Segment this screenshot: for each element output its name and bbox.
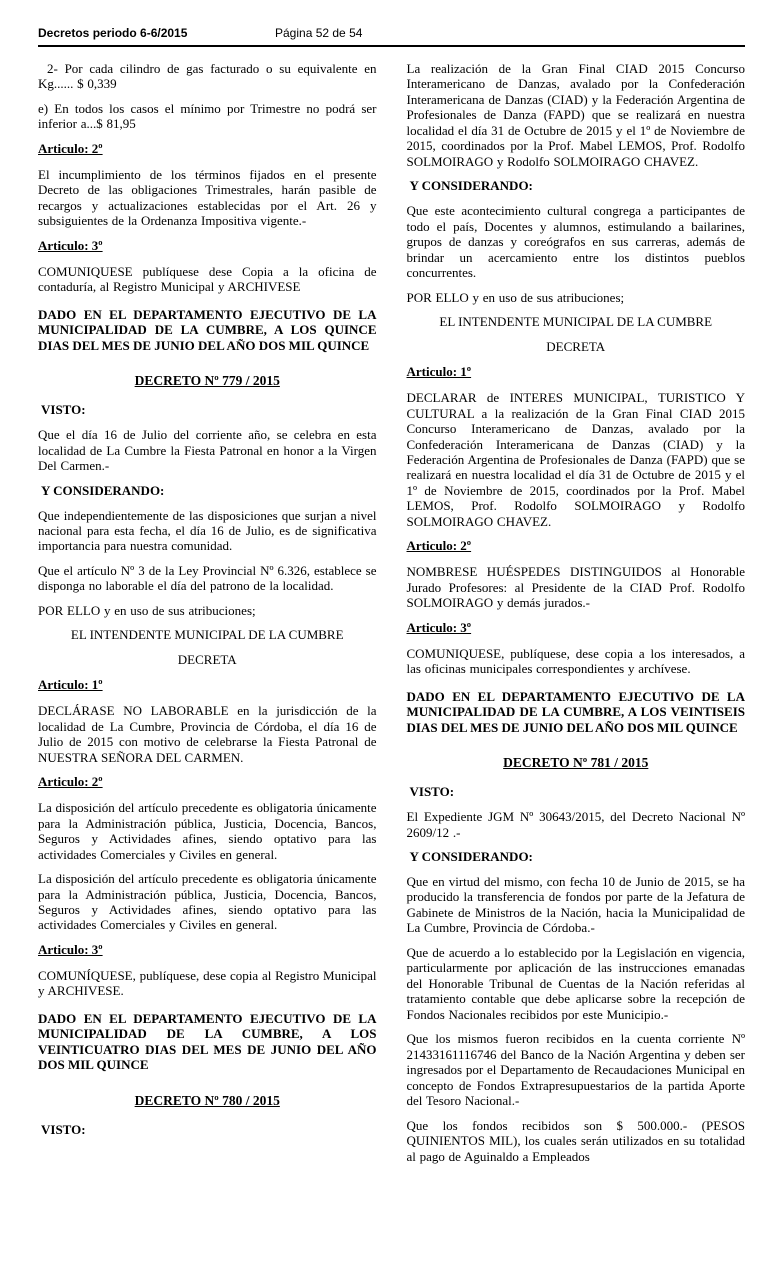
header-rule bbox=[38, 45, 745, 47]
decree-footer: DADO EN EL DEPARTAMENTO EJECUTIVO DE LA MUNICIPALIDAD DE LA CUMBRE, A LOS VEINTICUATRO DIAS DEL MES DE JUNIO DEL AÑO DOS MIL QUINCE bbox=[38, 1010, 377, 1073]
paragraph: COMUNÍQUESE, publíquese, dese copia al Registro Municipal y ARCHIVESE. bbox=[38, 967, 377, 999]
article-heading: Articulo: 2º bbox=[38, 140, 103, 156]
centered-line: EL INTENDENTE MUNICIPAL DE LA CUMBRE bbox=[439, 314, 713, 330]
section-label: VISTO: bbox=[41, 1121, 86, 1137]
section-label: Y CONSIDERANDO: bbox=[409, 849, 533, 864]
article-heading: Articulo: 1º bbox=[406, 364, 472, 380]
paragraph: Que los mismos fueron recibidos en la cuenta corriente Nº 21433161116746 del Banco de la Nación Argentina y deben ser ingresados por el Departamento de Recaudaciones Municipal en concepto de Fondos Extrapresupuestarios de la partida Aporte del Tesoro Nacional.- bbox=[406, 1031, 745, 1109]
paragraph: Que el día 16 de Julio del corriente año, se celebra en esta localidad de La Cumbre la Fiesta Patronal en honor a la Virgen Del Carmen.- bbox=[38, 427, 377, 474]
article-heading: Articulo: 2º bbox=[38, 774, 103, 790]
section-label: Y CONSIDERANDO: bbox=[409, 178, 533, 194]
paragraph: El incumplimiento de los términos fijados en el presente Decreto de las obligaciones Trimestrales, harán pasible de recargos y actualizaciones establecidas por el Art. 26 y subsiguientes de la Ordenanza Impositiva vigente.- bbox=[38, 166, 377, 229]
paragraph: Que los fondos recibidos son $ 500.000.- (PESOS QUINIENTOS MIL), los cuales serán utilizados en su totalidad al pago de Aguinaldo a Empleados bbox=[406, 1117, 745, 1164]
centered-line: DECRETA bbox=[546, 339, 606, 355]
paragraph: DECLARAR de INTERES MUNICIPAL, TURISTICO Y CULTURAL a la realización de la Gran Final CIAD 2015 Concurso Interamericano de Danzas, avalado por la Confederación Interamericana de Danzas (CIAD) y la Federación Argentina de Profesionales de Danza (FAPD) que se realizará en nuestra localidad el día 31 de Octubre de 2015 y el 1º de Noviembre de 2015, coordinados por la Prof. Mabel LEMOS, Prof. Rodolfo SOLMOIRAGO y Rodolfo SOLMOIRAGO CHAVEZ. bbox=[406, 390, 745, 529]
article-heading: Articulo: 3º bbox=[406, 619, 472, 635]
paragraph: DECLÁRASE NO LABORABLE en la jurisdicción de la localidad de La Cumbre, Provincia de Córdoba, el día 16 de Julio de 2015 con motivo de celebrarse la Fiesta Patronal de NUESTRA SEÑORA DEL CARMEN. bbox=[38, 703, 377, 765]
decree-title: DECRETO Nº 780 / 2015 bbox=[134, 1092, 280, 1108]
paragraph: La disposición del artículo precedente es obligatoria únicamente para la Administración pública, Justicia, Docencia, Bancos, Seguros y Actividades afines, siendo optativo para las actividades Comerciales y Civiles en general. bbox=[38, 800, 377, 862]
page-number: Página 52 de 54 bbox=[275, 26, 363, 40]
paragraph: Que independientemente de las disposiciones que surjan a nivel nacional para esta fecha, el día 16 de Julio, es de significativa importancia para nuestra comunidad. bbox=[38, 507, 377, 554]
article-heading: Articulo: 1º bbox=[38, 677, 103, 693]
left-column bbox=[38, 61, 377, 1173]
section-label: VISTO: bbox=[409, 784, 455, 800]
section-label: Y CONSIDERANDO: bbox=[41, 482, 165, 498]
header-title: Decretos periodo 6-6/2015 bbox=[38, 26, 188, 40]
decree-footer: DADO EN EL DEPARTAMENTO EJECUTIVO DE LA MUNICIPALIDAD DE LA CUMBRE, A LOS VEINTISEIS DIAS DEL MES DE JUNIO DEL AÑO DOS MIL QUINCE bbox=[406, 688, 745, 735]
paragraph: Que este acontecimiento cultural congrega a participantes de todo el país, Docentes y alumnos, estimulando a bailarines, grupos de danzas y coreógrafos en sus carreras, además de brindar un acercamiento entre los distintos pueblos concurrentes. bbox=[406, 203, 745, 281]
decree-title: DECRETO Nº 779 / 2015 bbox=[134, 373, 280, 389]
article-heading: Articulo: 3º bbox=[38, 237, 103, 253]
paragraph: Que en virtud del mismo, con fecha 10 de Junio de 2015, se ha producido la transferencia de fondos por parte de la Jefatura de Gabinete de Ministros de la Nación, hacia la Municipalidad de La Cumbre, Provincia de Córdoba.- bbox=[406, 874, 745, 936]
paragraph: Que el artículo Nº 3 de la Ley Provincial Nº 6.326, establece se disponga no laborable el día del patrono de la localidad. bbox=[38, 562, 377, 594]
decree-title: DECRETO Nº 781 / 2015 bbox=[503, 755, 649, 771]
paragraph: COMUNIQUESE, publíquese, dese copia a los interesados, a las oficinas municipales correspondientes y archívese. bbox=[406, 645, 745, 677]
paragraph: La realización de la Gran Final CIAD 2015 Concurso Interamericano de Danzas, avalado por la Confederación Interamericana de Danzas (CIAD) y la Federación Argentina de Profesionales de Danza (FAPD) que se realizará en nuestra localidad el día 31 de Octubre de 2015 y el 1º de Noviembre de 2015, coordinados por la Prof. Mabel LEMOS, Prof. Rodolfo SOLMOIRAGO y Rodolfo SOLMOIRAGO CHAVEZ. bbox=[406, 61, 745, 169]
section-label: VISTO: bbox=[41, 402, 86, 418]
article-heading: Articulo: 3º bbox=[38, 941, 103, 957]
paragraph: La disposición del artículo precedente es obligatoria únicamente para la Administración pública, Justicia, Docencia, Bancos, Seguros y Actividades afines, siendo optativo para las actividades Comerciales y Civiles en general. bbox=[38, 871, 377, 933]
decree-footer: DADO EN EL DEPARTAMENTO EJECUTIVO DE LA MUNICIPALIDAD DE LA CUMBRE, A LOS QUINCE DIAS DEL MES DE JUNIO DEL AÑO DOS MIL QUINCE bbox=[38, 306, 377, 353]
right-column bbox=[407, 61, 746, 1173]
paragraph: Que de acuerdo a lo establecido por la Legislación en vigencia, particularmente por aplicación de las instrucciones emanadas del Honorable Tribunal de Cuentas de la Nación referidas al tratamiento contable que debe aplicarse sobre la recepción de Fondos Nacionales recibidos por este Municipio.- bbox=[406, 944, 745, 1022]
two-column-layout bbox=[38, 61, 745, 1173]
centered-line: EL INTENDENTE MUNICIPAL DE LA CUMBRE bbox=[70, 627, 344, 643]
paragraph: NOMBRESE HUÉSPEDES DISTINGUIDOS al Honorable Jurado Profesores: al Presidente de la CIAD Prof. Rodolfo SOLMOIRAGO y demás jurados.- bbox=[406, 564, 745, 611]
paragraph: POR ELLO y en uso de sus atribuciones; bbox=[38, 602, 256, 618]
paragraph: e) En todos los casos el mínimo por Trimestre no podrá ser inferior a...$ 81,95 bbox=[38, 100, 377, 132]
article-heading: Articulo: 2º bbox=[406, 538, 472, 554]
page-header bbox=[38, 26, 745, 40]
paragraph: 2- Por cada cilindro de gas facturado o su equivalente en Kg...... $ 0,339 bbox=[38, 61, 377, 92]
paragraph: COMUNIQUESE publíquese dese Copia a la oficina de contaduría, al Registro Municipal y ARCHIVESE bbox=[38, 263, 377, 295]
centered-line: DECRETA bbox=[177, 652, 237, 668]
paragraph: POR ELLO y en uso de sus atribuciones; bbox=[406, 289, 625, 305]
paragraph: El Expediente JGM Nº 30643/2015, del Decreto Nacional Nº 2609/12 .- bbox=[406, 809, 745, 840]
